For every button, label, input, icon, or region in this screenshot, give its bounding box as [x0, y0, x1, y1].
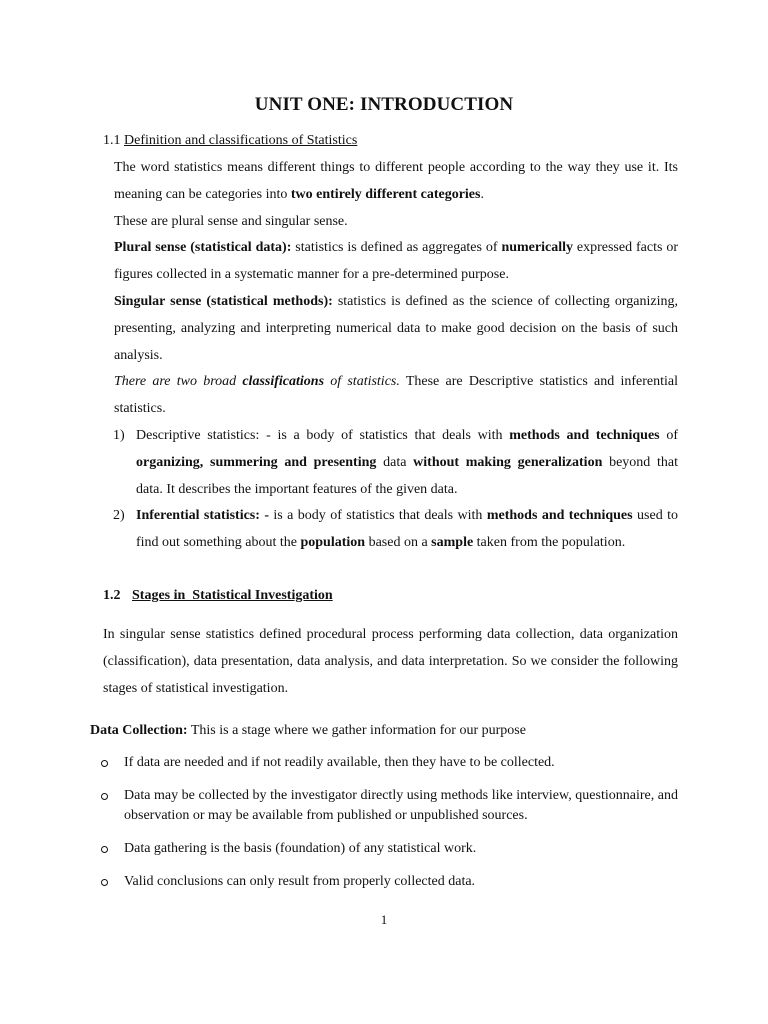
bullet-circle-icon — [101, 846, 108, 853]
text-run: statistics is defined as the science of collecting organizing, presenting, analyzing and interpreting numerical data to make good decision on the basis of such analysis. — [114, 293, 678, 363]
bold-run: Singular sense (statistical methods): — [114, 293, 333, 309]
text-run: based on a — [365, 535, 432, 551]
bold-run: without making generalization — [413, 454, 603, 470]
text-run: taken from the population. — [473, 535, 626, 551]
italic-run: There are two broad — [114, 374, 243, 390]
data-collection-bullets — [101, 753, 678, 892]
text-run: of — [659, 427, 679, 443]
bold-run: population — [300, 535, 366, 551]
bullet-text: Data gathering is the basis (foundation) of any statistical work. — [124, 841, 477, 856]
section-1-1-body — [114, 155, 678, 557]
bold-run: numerically — [501, 240, 573, 256]
text-run: data — [376, 454, 414, 470]
bullet-circle-icon — [101, 793, 108, 800]
text-run: The word statistics means different things to different people according to the way they use it. Its meaning can be categories into — [114, 160, 678, 202]
bold-run: Data Collection: — [90, 723, 188, 738]
list-item — [114, 503, 678, 557]
bold-run: methods and techniques — [486, 508, 633, 524]
bold-run: methods and techniques — [509, 427, 660, 443]
bold-italic-run: classifications — [242, 374, 325, 390]
text-run: Descriptive statistics: - is a body of statistics that deals with — [136, 427, 510, 443]
bold-run: organizing, summering and presenting — [136, 454, 377, 470]
text-run: This is a stage where we gather information for our purpose — [187, 723, 526, 738]
page-title: UNIT ONE: INTRODUCTION — [254, 94, 514, 115]
section-number: 1.2 — [103, 588, 121, 603]
paragraph-plural-sense — [114, 235, 678, 289]
bullet-text: Data may be collected by the investigator directly using methods like interview, questionnaire, and observation or may be available from published or unpublished sources. — [124, 788, 678, 823]
paragraph-senses: These are plural sense and singular sense. — [114, 213, 348, 229]
bullet-circle-icon — [101, 879, 108, 886]
text-run: expressed facts or figures collected in a systematic manner for a pre-determined purpose. — [114, 240, 678, 283]
text-run: statistics is defined as aggregates of — [291, 240, 502, 256]
list-item — [114, 423, 678, 503]
list-item — [101, 839, 678, 859]
section-1-2-intro: In singular sense statistics defined procedural process performing data collection, data organization (classification), data presentation, data analysis, and data interpretation. So we consider the following stages of statistical investigation. — [103, 627, 678, 696]
text-run: beyond that data. It describes the important features of the given data. — [136, 454, 678, 497]
bold-run: Plural sense (statistical data): — [114, 240, 292, 256]
text-run: used to find out something about the — [136, 508, 678, 551]
bullet-text: Valid conclusions can only result from properly collected data. — [124, 874, 476, 889]
section-title: Stages in Statistical Investigation — [132, 588, 333, 603]
text-run: . — [480, 186, 484, 202]
bold-run: sample — [431, 535, 474, 551]
bold-run: Inferential statistics: - — [136, 508, 269, 524]
list-number: 1) — [113, 427, 125, 443]
section-title: Definition and classifications of Statistics — [124, 133, 358, 148]
page-number: 1 — [380, 912, 388, 927]
bold-run: two entirely different categories — [290, 186, 481, 202]
paragraph-classifications — [114, 369, 678, 423]
text-run: is a body of statistics that deals with — [269, 508, 487, 524]
section-heading-1-1 — [103, 133, 357, 149]
list-item — [101, 786, 678, 826]
italic-run: of statistics. — [324, 374, 400, 390]
classification-list — [114, 423, 678, 557]
bullet-text: If data are needed and if not readily available, then they have to be collected. — [124, 755, 555, 770]
section-heading-1-2 — [103, 588, 333, 604]
paragraph-meaning — [114, 155, 678, 209]
list-number: 2) — [113, 508, 125, 524]
data-collection-line — [90, 718, 690, 745]
section-number: 1.1 — [103, 133, 121, 148]
list-item — [101, 872, 678, 892]
text-run: These are Descriptive statistics and inferential statistics. — [114, 374, 678, 417]
bullet-circle-icon — [101, 760, 108, 767]
paragraph-singular-sense — [114, 289, 678, 369]
list-item — [101, 753, 678, 773]
